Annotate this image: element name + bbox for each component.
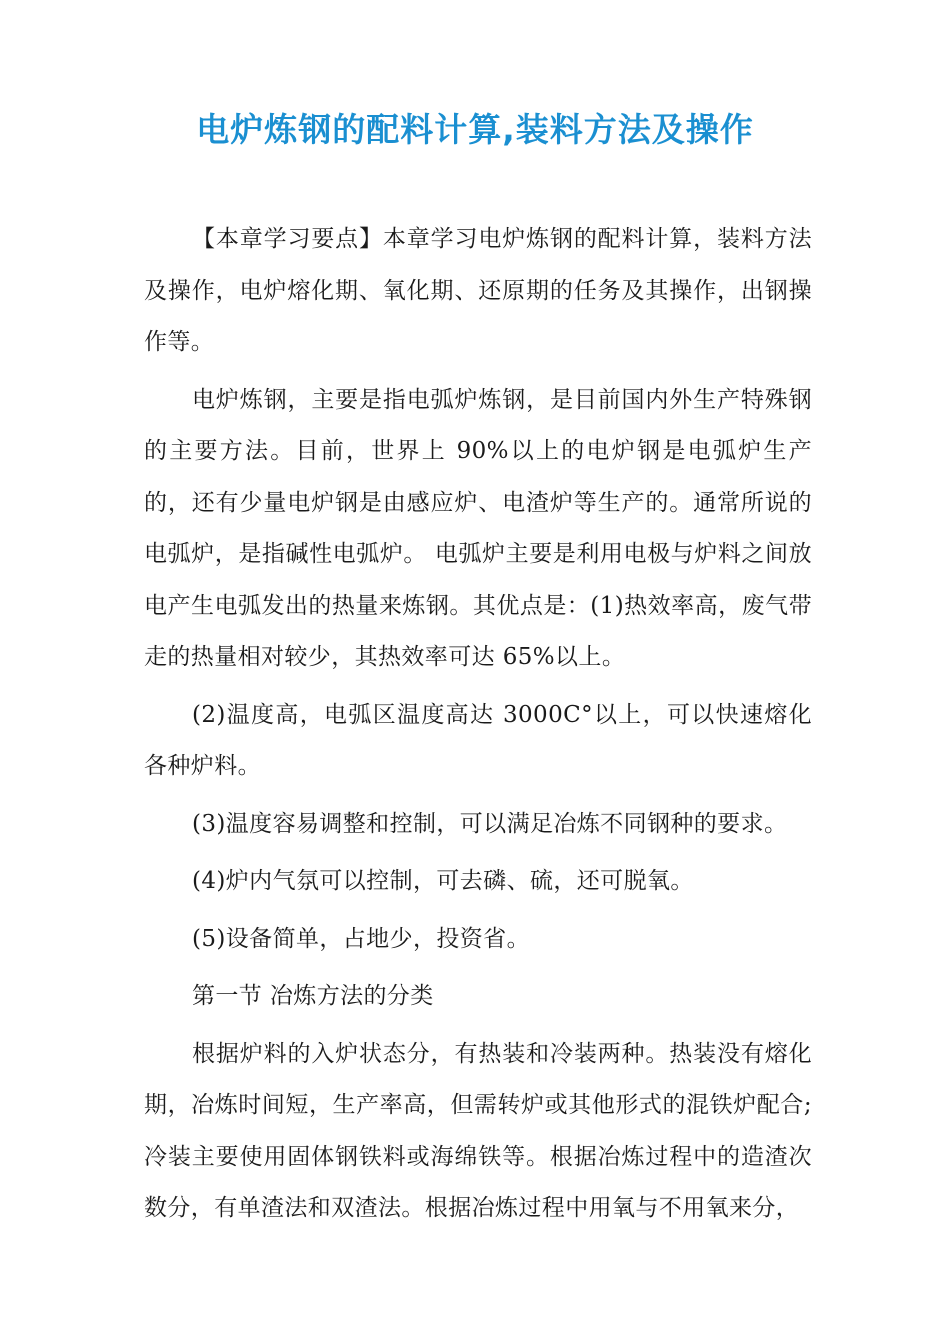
paragraph-advantage-2: (2)温度高，电弧区温度高达 3000C°以上，可以快速熔化各种炉料。 bbox=[144, 701, 812, 779]
paragraph-advantage-4: (4)炉内气氛可以控制，可去磷、硫，还可脱氧。 bbox=[192, 868, 694, 894]
paragraph-classification: 根据炉料的入炉状态分，有热装和冷装两种。热装没有熔化期，冶炼时间短，生产率高，但需转炉或其他形式的混铁炉配合;冷装主要使用固体钢铁料或海绵铁等。根据冶炼过程中的造渣次数分，有单渣法和双渣法。根据冶炼过程中用氧与不用氧来分， bbox=[144, 1040, 812, 1221]
document-title: 电炉炼钢的配料计算,装料方法及操作 bbox=[196, 110, 754, 149]
paragraph-advantage-5: (5)设备简单，占地少，投资省。 bbox=[192, 925, 530, 952]
paragraph-learning-points: 【本章学习要点】本章学习电炉炼钢的配料计算，装料方法及操作，电炉熔化期、氧化期、还原期的任务及其操作，出钢操作等。 bbox=[144, 226, 812, 355]
paragraph-advantage-3: (3)温度容易调整和控制，可以满足冶炼不同钢种的要求。 bbox=[192, 810, 788, 837]
paragraph-intro: 电炉炼钢，主要是指电弧炉炼钢，是目前国内外生产特殊钢的主要方法。目前，世界上 90%以上的电炉钢是电弧炉生产的，还有少量电炉钢是由感应炉、电渣炉等生产的。通常所说的电弧炉，是指碱性电弧炉。 电弧炉主要是利用电极与炉料之间放电产生电弧发出的热量来炼钢。其优点是：(1)热效率高，废气带走的热量相对较少，其热效率可达 65%以上。 bbox=[144, 386, 812, 670]
document-body bbox=[144, 214, 812, 1241]
section-heading: 第一节 冶炼方法的分类 bbox=[192, 983, 434, 1009]
